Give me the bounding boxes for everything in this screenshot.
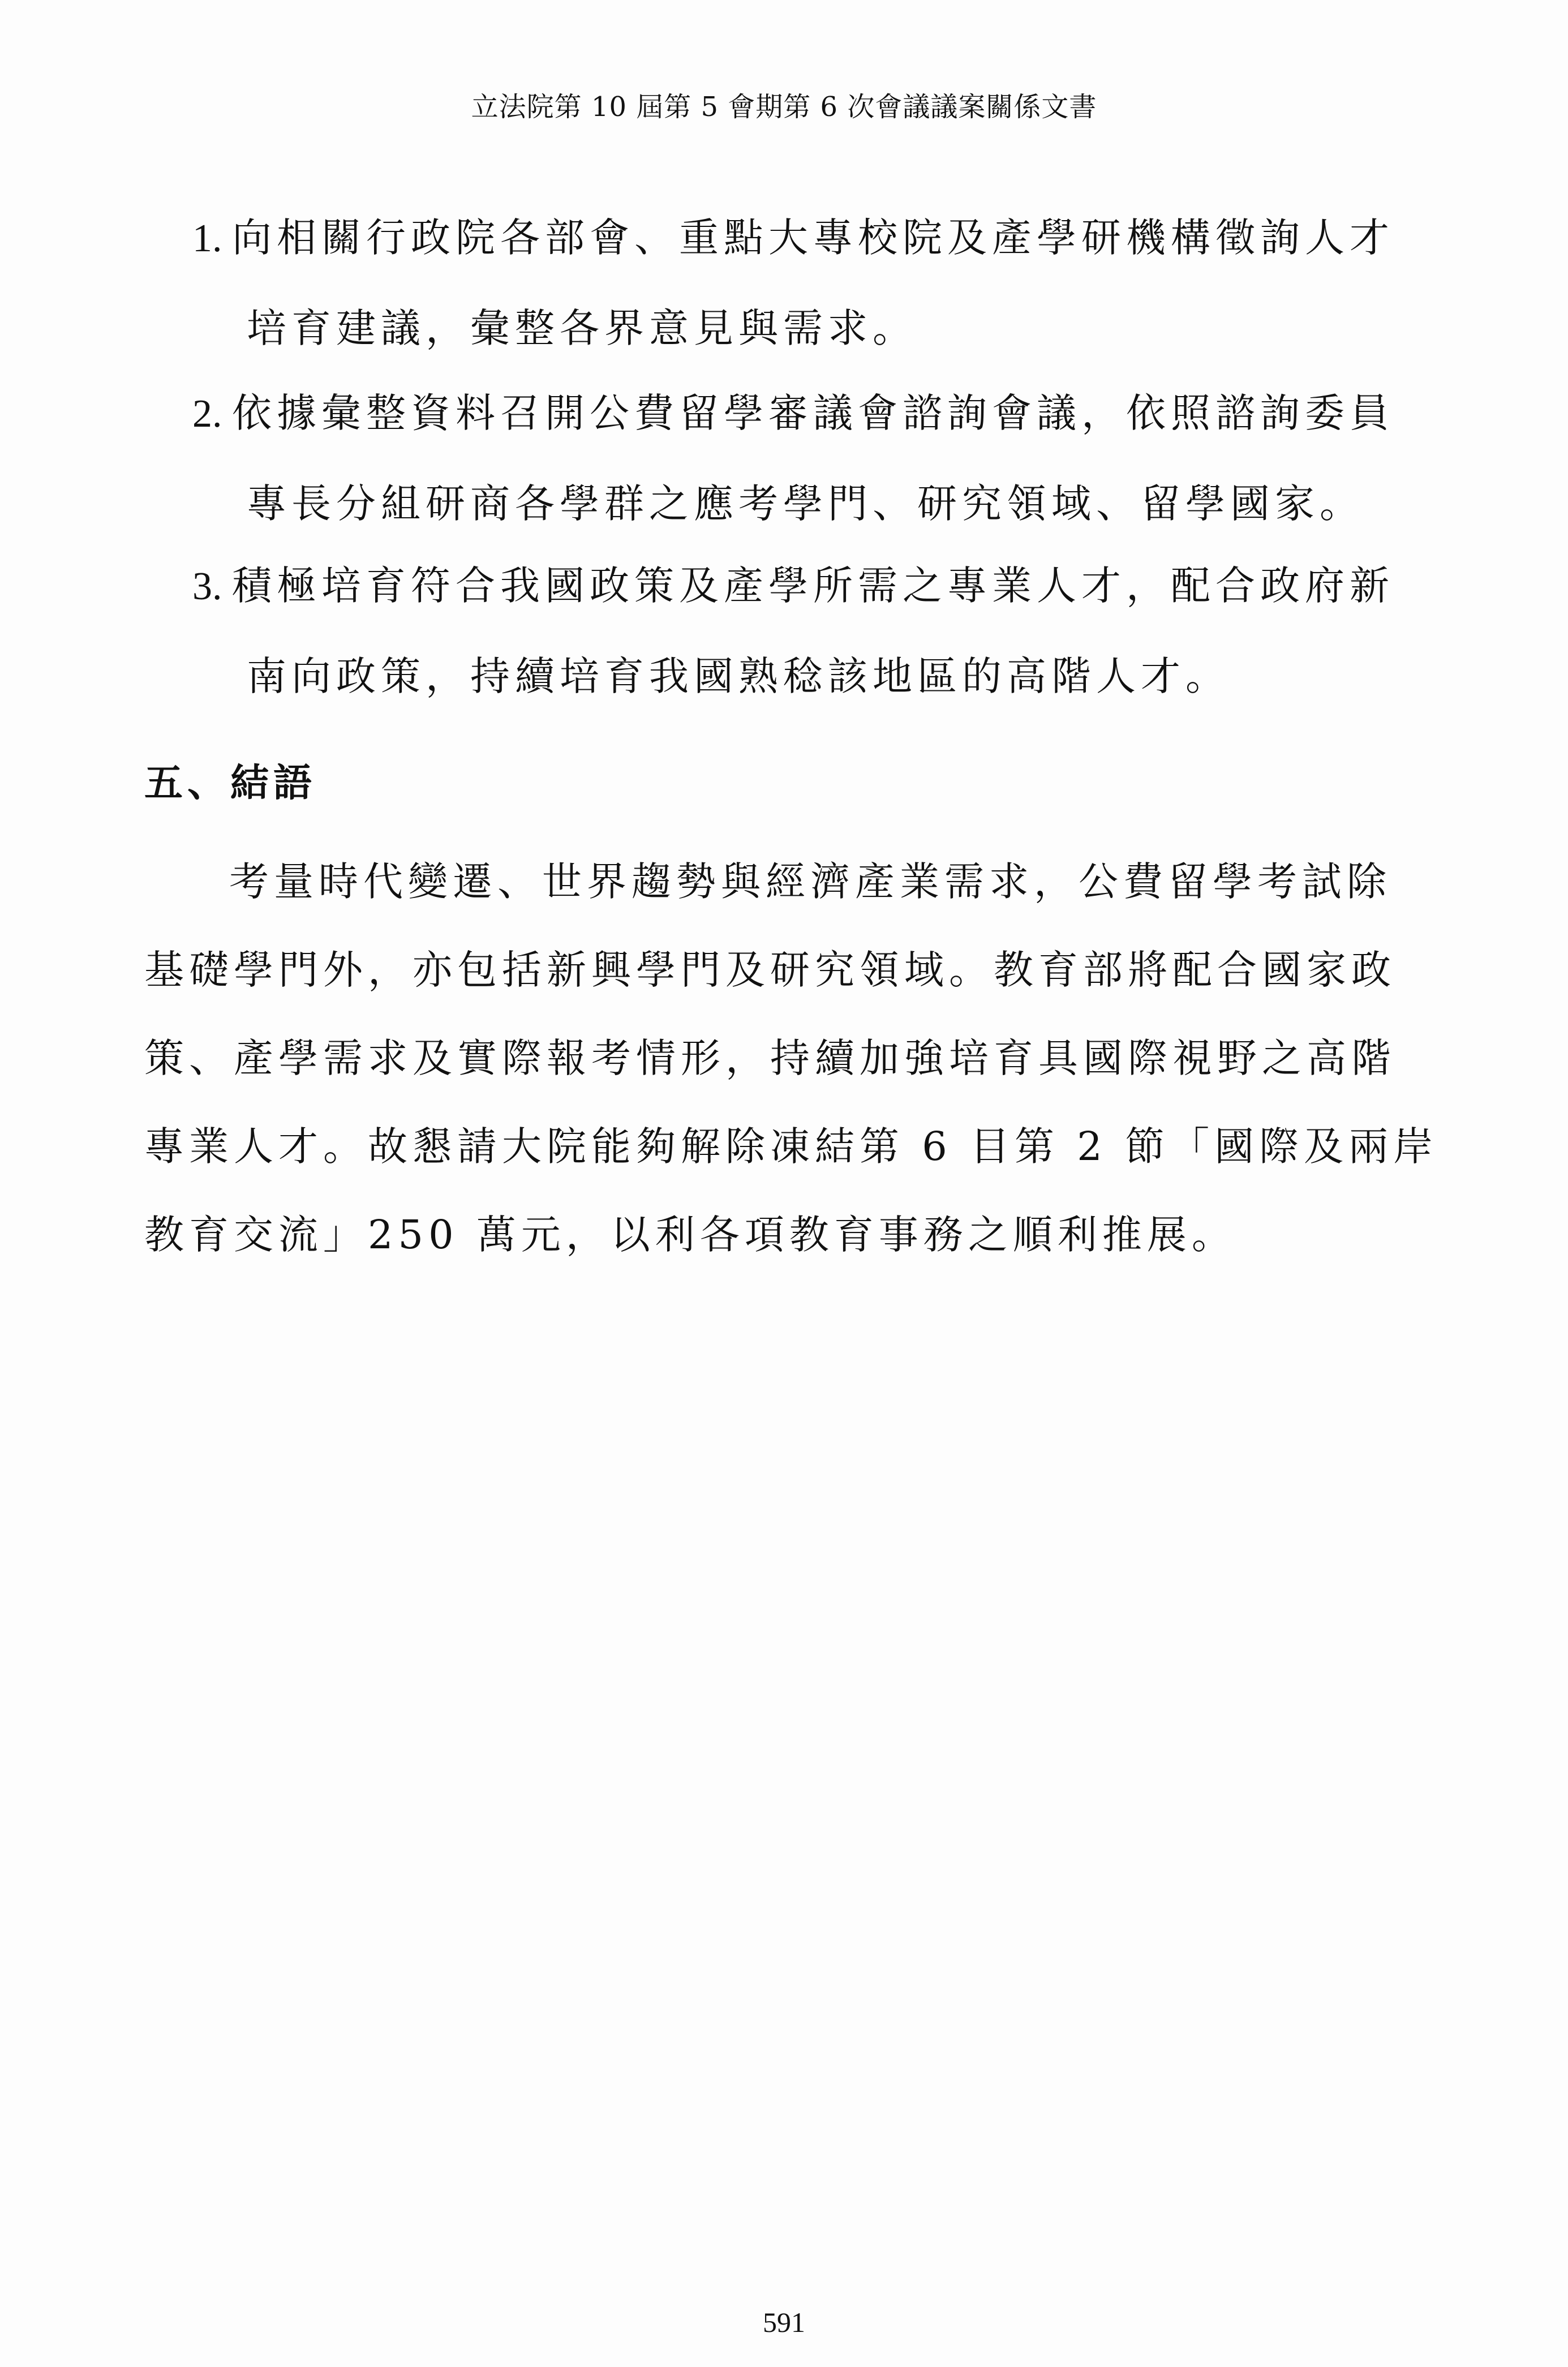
list-item-text: 積極培育符合我國政策及產學所需之專業人才，配合政府新	[232, 562, 1394, 609]
list-item	[192, 368, 1403, 549]
section-heading: 五、結語	[144, 761, 317, 806]
running-header: 立法院第 10 屆第 5 會期第 6 次會議議案關係文書	[471, 91, 1097, 123]
paragraph-line: 考量時代變遷、世界趨勢與經濟產業需求，公費留學考試除	[229, 858, 1391, 905]
list-item-first-line	[192, 540, 1403, 631]
list-item-continuation: 南向政策，持續培育我國熟稔該地區的高階人才。	[247, 653, 1230, 699]
page-number: 591	[763, 2306, 805, 2338]
list-item-text: 向相關行政院各部會、重點大專校院及產學研機構徵詢人才	[232, 214, 1394, 261]
list-item	[192, 192, 1403, 373]
list-item-number: 3.	[192, 565, 222, 608]
paragraph-line: 專業人才。故懇請大院能夠解除凍結第 6 目第 2 節「國際及兩岸	[144, 1123, 1438, 1170]
list-item-first-line	[192, 368, 1403, 458]
conclusion-paragraph	[144, 837, 1438, 1279]
list-item-text: 依據彙整資料召開公費留學審議會諮詢會議，依照諮詢委員	[232, 390, 1394, 436]
list-item-continuation: 培育建議，彙整各界意見與需求。	[247, 305, 917, 351]
paragraph-line: 教育交流」250 萬元，以利各項教育事務之順利推展。	[144, 1212, 1236, 1258]
list-item-number: 2.	[192, 392, 222, 436]
paragraph-line: 基礎學門外，亦包括新興學門及研究領域。教育部將配合國家政	[144, 947, 1396, 993]
paragraph-line: 策、產學需求及實際報考情形，持續加強培育具國際視野之高階	[144, 1035, 1396, 1081]
list-item	[192, 540, 1403, 721]
list-item-continuation: 專長分組研商各學群之應考學門、研究領域、留學國家。	[247, 480, 1364, 527]
list-item-first-line	[192, 192, 1403, 283]
list-item-number: 1.	[192, 217, 222, 260]
